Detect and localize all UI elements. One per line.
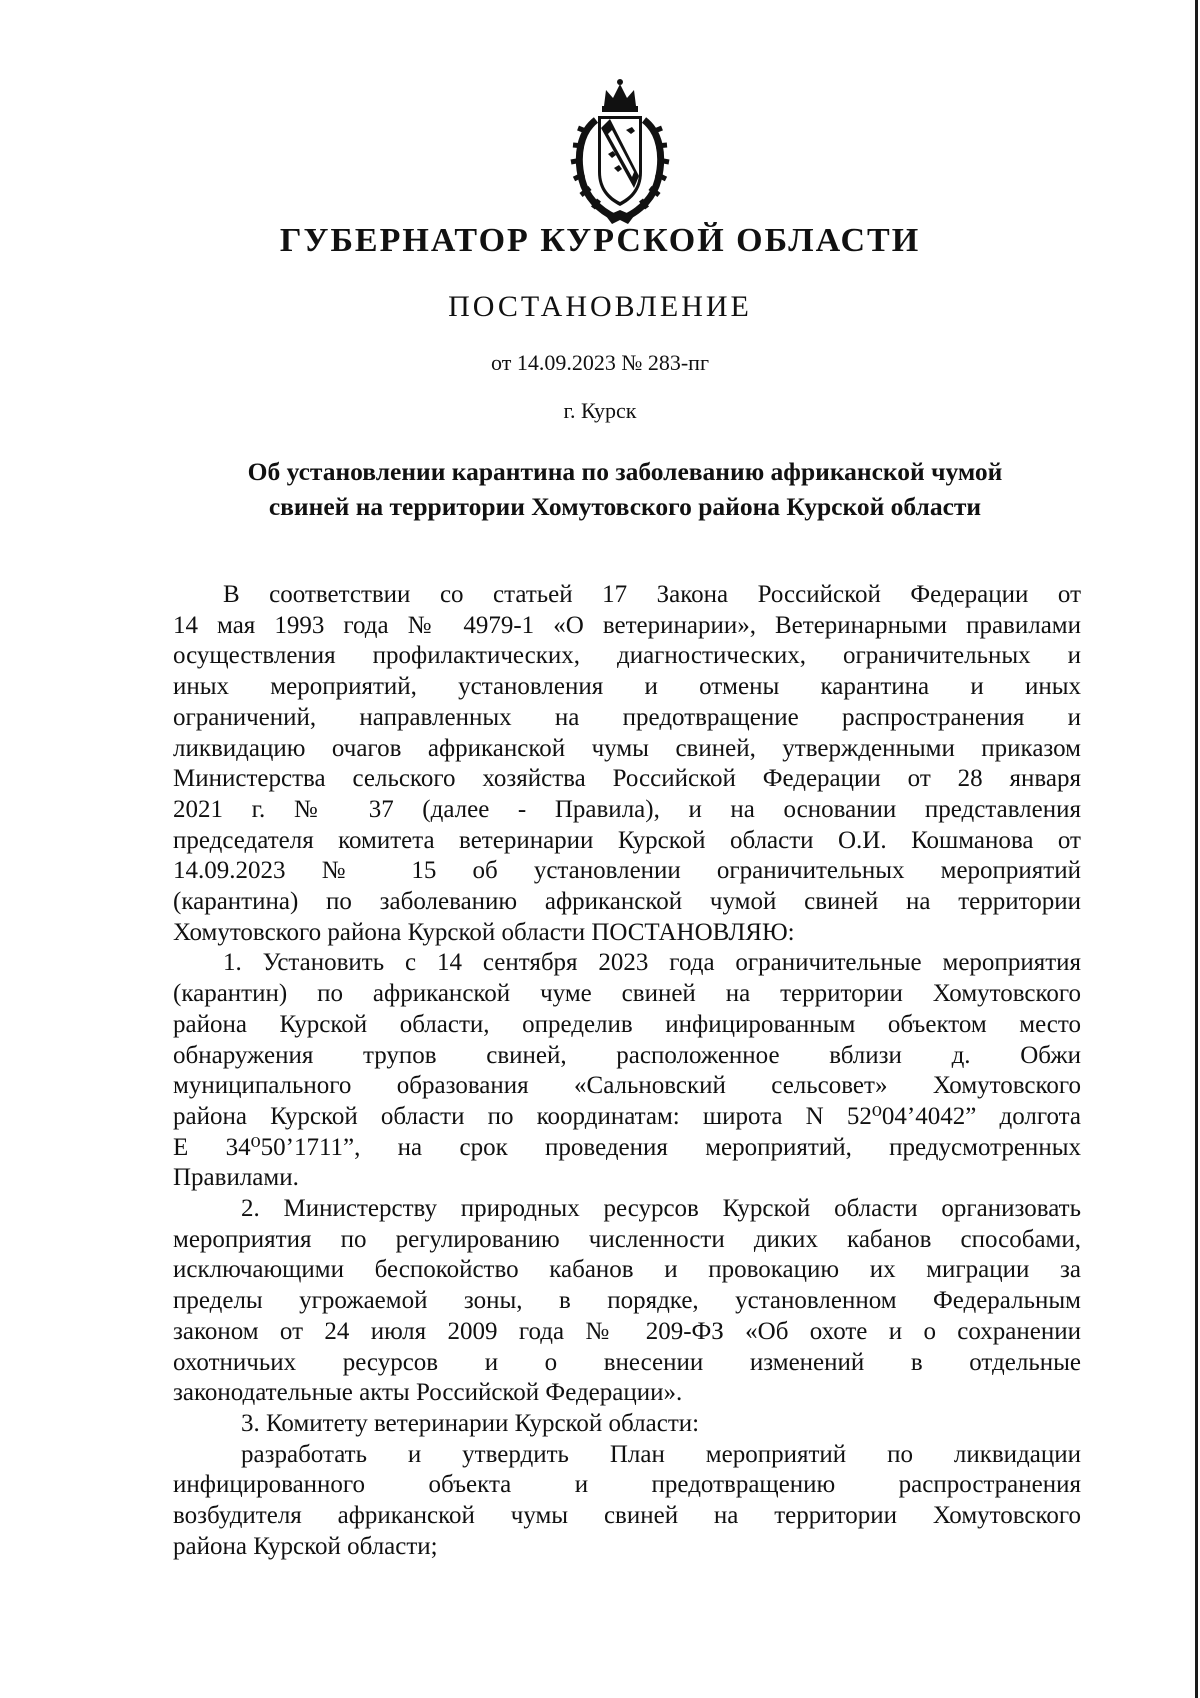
document-date-number: от 14.09.2023 № 283-пг <box>491 350 709 375</box>
body-line: иных мероприятий, установления и отмены карантина и иных <box>173 673 1081 701</box>
body-line: Правилами. <box>173 1164 299 1192</box>
document-place: г. Курск <box>563 398 637 423</box>
document-type-heading: ПОСТАНОВЛЕНИЕ <box>448 290 752 323</box>
body-line: района Курской области по координатам: широта N 52⁰04’4042” долгота <box>173 1102 1081 1130</box>
body-line: осуществления профилактических, диагностических, ограничительных и <box>173 642 1081 670</box>
body-line: 3. Комитету ветеринарии Курской области: <box>241 1409 700 1437</box>
body-line: законодательные акты Российской Федерации». <box>173 1379 683 1407</box>
body-line: муниципального образования «Сальновский сельсовет» Хомутовского <box>173 1072 1081 1100</box>
body-line: обнаружения трупов свиней, расположенное вблизи д. Обжи <box>173 1041 1081 1069</box>
kursk-coat-of-arms-icon <box>566 76 674 226</box>
body-line: E 34⁰50’1711”, на срок проведения мероприятий, предусмотренных <box>173 1133 1081 1161</box>
body-line: (карантина) по заболеванию африканской чумой свиней на территории <box>173 888 1081 916</box>
issuing-authority-title: ГУБЕРНАТОР КУРСКОЙ ОБЛАСТИ <box>279 222 921 259</box>
body-line: председателя комитета ветеринарии Курской области О.И. Кошманова от <box>173 826 1081 854</box>
body-line: 2021 г. № 37 (далее - Правила), и на основании представления <box>173 795 1081 823</box>
body-line: охотничьих ресурсов и о внесении изменений в отдельные <box>173 1348 1081 1376</box>
body-line: 14 мая 1993 года № 4979-1 «О ветеринарии», Ветеринарными правилами <box>173 611 1081 639</box>
body-line: Министерства сельского хозяйства Российской Федерации от 28 января <box>173 765 1081 793</box>
body-line: 14.09.2023 № 15 об установлении ограничительных мероприятий <box>173 857 1081 885</box>
body-line: исключающими беспокойство кабанов и провокацию их миграции за <box>173 1256 1081 1284</box>
body-line: В соответствии со статьей 17 Закона Российской Федерации от <box>223 581 1081 608</box>
body-line: ликвидацию очагов африканской чумы свиней, утвержденными приказом <box>173 734 1081 762</box>
body-line: района Курской области, определив инфицированным объектом место <box>173 1010 1081 1038</box>
document-body <box>173 580 1081 1563</box>
body-line: разработать и утвердить План мероприятий по ликвидации <box>241 1440 1081 1468</box>
body-line: ограничений, направленных на предотвращение распространения и <box>173 703 1081 731</box>
body-line: мероприятия по регулированию численности диких кабанов способами, <box>173 1225 1081 1253</box>
document-subject <box>175 454 1075 524</box>
body-line: возбудителя африканской чумы свиней на территории Хомутовского <box>173 1502 1081 1530</box>
body-line: инфицированного объекта и предотвращению распространения <box>173 1471 1081 1499</box>
subject-line: свиней на территории Хомутовского района Курской области <box>268 492 982 521</box>
body-line: Хомутовского района Курской области ПОСТАНОВЛЯЮ: <box>173 918 795 946</box>
body-line: района Курской области; <box>173 1532 438 1560</box>
body-line: 1. Установить с 14 сентября 2023 года ограничительные мероприятия <box>223 949 1081 977</box>
subject-line: Об установлении карантина по заболеванию африканской чумой <box>247 457 1003 486</box>
body-line: пределы угрожаемой зоны, в порядке, установленном Федеральным <box>173 1287 1081 1315</box>
body-line: (карантин) по африканской чуме свиней на территории Хомутовского <box>173 980 1081 1008</box>
body-line: 2. Министерству природных ресурсов Курской области организовать <box>241 1195 1081 1223</box>
body-line: законом от 24 июля 2009 года № 209-ФЗ «Об охоте и о сохранении <box>173 1317 1081 1345</box>
